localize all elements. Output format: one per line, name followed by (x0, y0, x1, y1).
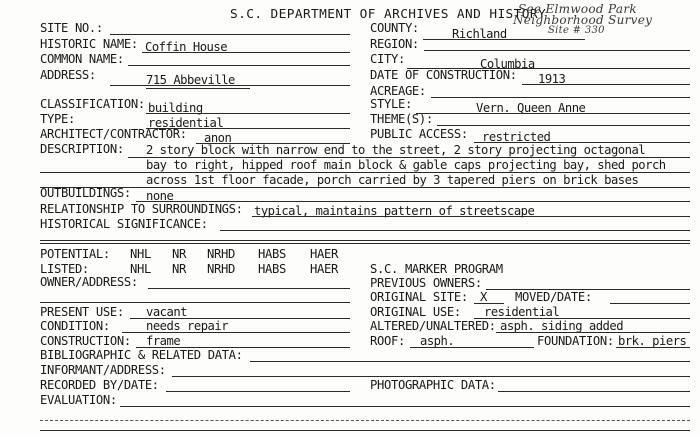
owner-address-line (148, 288, 350, 289)
handwritten-site-number: Site # 330 (548, 25, 605, 36)
description-label: DESCRIPTION: (40, 142, 124, 156)
altered-unaltered-value: asph. siding added (500, 319, 624, 333)
public-access-value: restricted (482, 130, 551, 144)
common-name-label: COMMON NAME: (40, 52, 124, 66)
condition-line (122, 332, 350, 333)
bibliographic-label: BIBLIOGRAPHIC & RELATED DATA: (40, 348, 243, 362)
date-of-construction-label: DATE OF CONSTRUCTION: (370, 68, 517, 82)
significance-rule-1 (40, 240, 690, 241)
listed-haer: HAER (310, 262, 338, 276)
potential-habs: HABS (258, 247, 286, 261)
county-label: COUNTY: (370, 21, 419, 35)
photographic-data-line (498, 391, 690, 392)
owner-address-label: OWNER/ADDRESS: (40, 275, 138, 289)
historic-name-value: Coffin House (145, 40, 228, 54)
historical-significance-line (220, 230, 690, 231)
informant-address-label: INFORMANT/ADDRESS: (40, 363, 166, 377)
description-rule-3 (40, 187, 690, 188)
foundation-label: FOUNDATION: (537, 334, 614, 348)
condition-value: needs repair (146, 319, 229, 333)
relationship-line (252, 216, 690, 217)
marker-program-label: S.C. MARKER PROGRAM (370, 262, 503, 276)
potential-haer: HAER (310, 247, 338, 261)
county-line (423, 39, 585, 40)
informant-address-line (172, 376, 690, 377)
potential-label: POTENTIAL: (40, 247, 110, 261)
listed-label: LISTED: (40, 262, 89, 276)
city-value: Columbia (480, 57, 535, 71)
original-site-line (474, 303, 504, 304)
date-of-construction-value: 1913 (538, 72, 566, 86)
present-use-value: vacant (146, 305, 188, 319)
listed-nr: NR (172, 262, 186, 276)
address-value: 715 Abbeville (146, 73, 235, 87)
original-site-label: ORIGINAL SITE: (370, 290, 468, 304)
roof-value: asph. (420, 334, 455, 348)
evaluation-label: EVALUATION: (40, 393, 117, 407)
address-line (110, 85, 350, 86)
potential-nr: NR (172, 247, 186, 261)
architect-contractor-label: ARCHITECT/CONTRACTOR: (40, 127, 187, 141)
type-label: TYPE: (40, 112, 75, 126)
city-label: CITY: (370, 52, 405, 66)
region-line (424, 50, 690, 51)
significance-rule-2 (40, 243, 690, 244)
potential-nrhd: NRHD (207, 247, 235, 261)
type-value: residential (148, 116, 224, 130)
classification-label: CLASSIFICATION: (40, 97, 145, 111)
date-of-construction-line (522, 84, 690, 85)
recorded-by-label: RECORDED BY/DATE: (40, 378, 159, 392)
relationship-label: RELATIONSHIP TO SURROUNDINGS: (40, 202, 243, 216)
acreage-label: ACREAGE: (370, 84, 426, 98)
roof-label: ROOF: (370, 334, 405, 348)
listed-nrhd: NRHD (207, 262, 235, 276)
original-use-value: residential (484, 305, 560, 319)
construction-label: CONSTRUCTION: (40, 334, 131, 348)
recorded-by-line (166, 391, 350, 392)
acreage-line (431, 97, 690, 98)
site-no-line (110, 34, 350, 35)
listed-habs: HABS (258, 262, 286, 276)
foundation-value: brk. piers (618, 334, 687, 348)
common-name-line (128, 65, 350, 66)
altered-unaltered-line (496, 332, 690, 333)
evaluation-line (120, 406, 690, 407)
historical-significance-label: HISTORICAL SIGNIFICANCE: (40, 217, 208, 231)
previous-owners-label: PREVIOUS OWNERS: (370, 276, 482, 290)
historic-name-label: HISTORIC NAME: (40, 37, 138, 51)
bottom-rule (40, 430, 690, 431)
altered-unaltered-label: ALTERED/UNALTERED: (370, 319, 496, 333)
potential-nhl: NHL (130, 247, 151, 261)
architect-contractor-value: anon (204, 131, 232, 145)
description-line-3: across 1st floor facade, porch carried by 3 tapered piers on brick bases (146, 173, 639, 187)
address-label: ADDRESS: (40, 68, 96, 82)
style-value: Vern. Queen Anne (476, 101, 586, 115)
handwritten-note-line2: Neighborhood Survey (513, 13, 653, 27)
original-use-label: ORIGINAL USE: (370, 305, 461, 319)
public-access-label: PUBLIC ACCESS: (370, 127, 468, 141)
foundation-line (616, 347, 690, 348)
classification-line (146, 113, 350, 114)
description-line-1: 2 story block with narrow end to the street, 2 story projecting octagonal (146, 143, 646, 157)
region-label: REGION: (370, 37, 419, 51)
present-use-label: PRESENT USE: (40, 305, 124, 319)
construction-value: frame (146, 334, 181, 348)
historic-name-line (142, 52, 350, 53)
photographic-data-label: PHOTOGRAPHIC DATA: (370, 378, 496, 392)
address-underline (146, 88, 250, 89)
style-line (416, 113, 690, 114)
style-label: STYLE: (370, 97, 412, 111)
original-site-value: X (480, 290, 487, 304)
moved-date-line (610, 303, 690, 304)
outbuildings-label: OUTBUILDINGS: (40, 186, 131, 200)
theme-label: THEME(S): (370, 112, 433, 126)
roof-line (410, 347, 534, 348)
relationship-value: typical, maintains pattern of streetscape (254, 204, 535, 218)
owner-extra-line (40, 302, 350, 303)
handwritten-note-line1: See Elmwood Park (518, 2, 637, 16)
county-value: Richland (452, 27, 507, 41)
bibliographic-line (250, 361, 690, 362)
moved-date-label: MOVED/DATE: (515, 290, 592, 304)
description-line-2: bay to right, hipped roof main block & gable caps projecting bay, shed porch (146, 158, 666, 172)
theme-line (437, 125, 690, 126)
site-no-label: SITE NO.: (40, 21, 103, 35)
listed-nhl: NHL (130, 262, 151, 276)
form-title: S.C. DEPARTMENT OF ARCHIVES AND HISTORY (230, 7, 547, 22)
condition-label: CONDITION: (40, 319, 110, 333)
evaluation-dashed-line (40, 420, 690, 421)
outbuildings-value: none (146, 189, 174, 203)
classification-value: building (148, 101, 203, 115)
